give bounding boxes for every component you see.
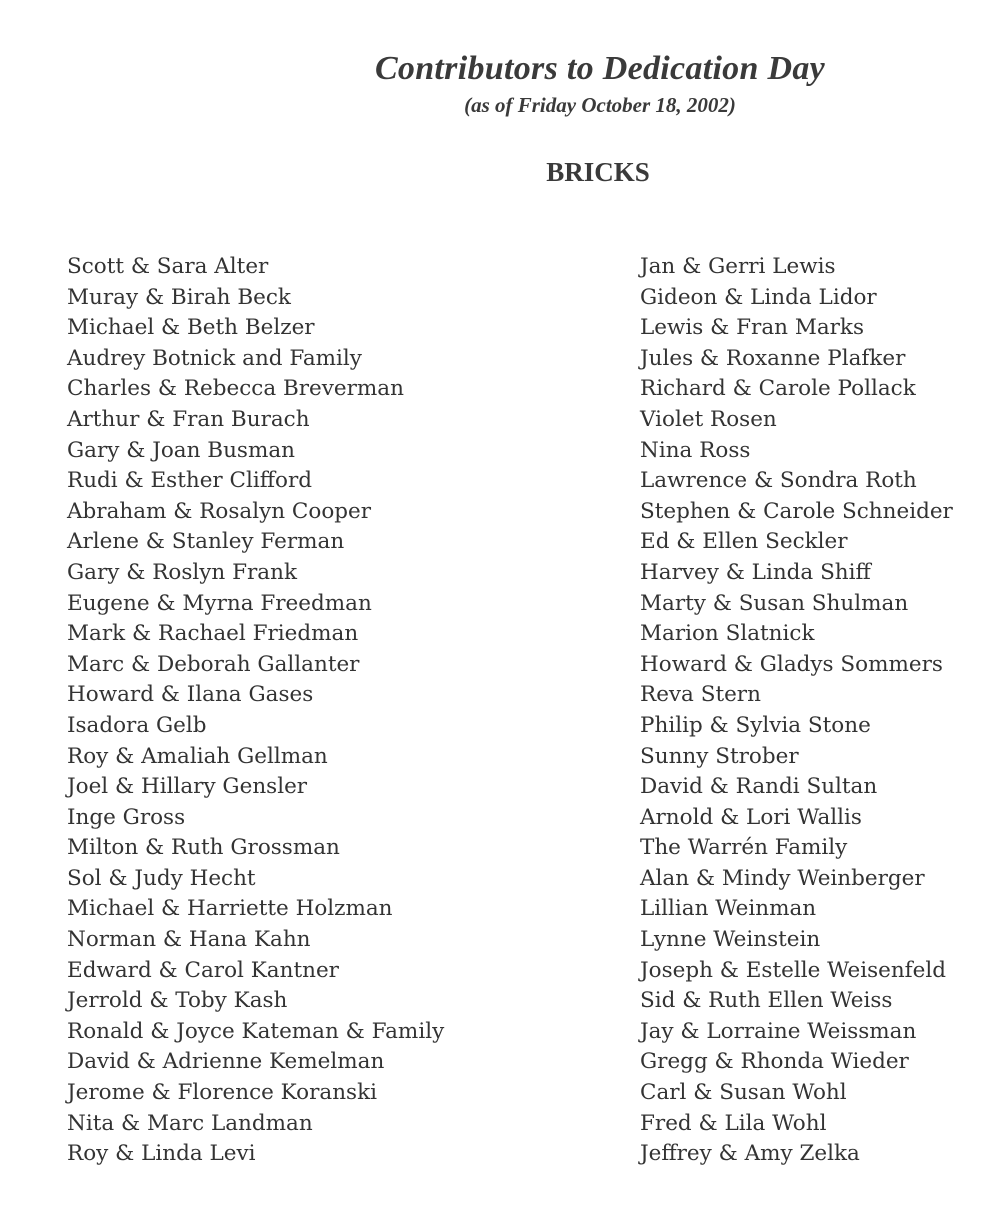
contributor-name: Reva Stern [640, 682, 761, 708]
contributor-name: Mark & Rachael Friedman [67, 621, 359, 647]
contributor-name: Howard & Ilana Gases [67, 682, 314, 708]
contributor-name: Audrey Botnick and Family [67, 345, 362, 371]
contributor-name: Richard & Carole Pollack [640, 376, 916, 402]
contributor-name: David & Adrienne Kemelman [67, 1049, 385, 1075]
contributor-name: Scott & Sara Alter [67, 254, 269, 279]
contributor-name: Philip & Sylvia Stone [640, 712, 871, 738]
contributor-name: Gregg & Rhonda Wieder [640, 1049, 909, 1075]
contributor-name: Norman & Hana Kahn [67, 927, 311, 953]
contributor-name: Joseph & Estelle Weisenfeld [640, 957, 947, 983]
contributor-name: Jerome & Florence Koranski [67, 1080, 377, 1106]
page-title: Contributors to Dedication Day [374, 50, 826, 87]
contributor-name: Jan & Gerri Lewis [640, 254, 836, 279]
contributor-name: The Warrén Family [640, 835, 848, 861]
contributor-name: Roy & Amaliah Gellman [67, 743, 328, 769]
contributor-name: Marion Slatnick [640, 621, 815, 647]
contributor-name: Muray & Birah Beck [67, 284, 291, 310]
contributor-name: Michael & Harriette Holzman [67, 896, 393, 922]
contributor-name: Carl & Susan Wohl [640, 1080, 847, 1106]
contributor-name: Isadora Gelb [67, 712, 207, 738]
contributor-list-right [640, 252, 995, 1170]
contributor-name: Violet Rosen [640, 406, 777, 432]
contributor-name: David & Randi Sultan [640, 774, 878, 800]
contributor-name: Rudi & Esther Clifford [67, 468, 312, 494]
contributor-name: Marty & Susan Shulman [640, 590, 909, 616]
contributor-name: Gary & Joan Busman [67, 437, 296, 463]
contributor-name: Sid & Ruth Ellen Weiss [640, 988, 893, 1014]
contributor-name: Sol & Judy Hecht [67, 865, 256, 891]
contributor-name: Ed & Ellen Seckler [640, 529, 848, 555]
contributor-name: Harvey & Linda Shiff [640, 559, 871, 585]
contributor-name: Edward & Carol Kantner [67, 957, 339, 983]
contributor-name: Inge Gross [67, 804, 186, 830]
contributor-name: Lillian Weinman [640, 896, 817, 922]
contributor-name: Marc & Deborah Gallanter [67, 651, 360, 677]
contributor-name: Lewis & Fran Marks [640, 315, 864, 341]
contributor-name: Milton & Ruth Grossman [67, 835, 340, 861]
contributor-name: Nita & Marc Landman [67, 1110, 313, 1136]
contributor-name: Charles & Rebecca Breverman [67, 376, 404, 402]
contributor-name: Abraham & Rosalyn Cooper [67, 498, 372, 524]
contributor-name: Gideon & Linda Lidor [640, 284, 877, 310]
contributor-list-left [67, 252, 587, 1170]
contributor-name: Arlene & Stanley Ferman [67, 529, 345, 555]
contributor-name: Arnold & Lori Wallis [640, 804, 862, 830]
contributor-name: Gary & Roslyn Frank [67, 559, 297, 585]
contributor-name: Nina Ross [640, 437, 751, 463]
contributor-name: Michael & Beth Belzer [67, 315, 315, 341]
contributor-name: Lynne Weinstein [640, 927, 821, 953]
contributor-name: Lawrence & Sondra Roth [640, 468, 917, 494]
contributor-name: Alan & Mindy Weinberger [640, 865, 925, 891]
page-subtitle: (as of Friday October 18, 2002) [464, 93, 736, 117]
contributor-name: Jerrold & Toby Kash [67, 988, 288, 1014]
contributor-name: Jules & Roxanne Plafker [640, 345, 906, 371]
contributor-name: Howard & Gladys Sommers [640, 651, 943, 677]
contributor-name: Stephen & Carole Schneider [640, 498, 953, 524]
contributor-name: Jeffrey & Amy Zelka [640, 1141, 860, 1167]
contributor-name: Arthur & Fran Burach [67, 406, 310, 432]
contributor-name: Jay & Lorraine Weissman [640, 1018, 917, 1044]
contributor-name: Joel & Hillary Gensler [67, 774, 308, 800]
contributor-name: Fred & Lila Wohl [640, 1110, 827, 1136]
section-heading-bricks: BRICKS [546, 157, 650, 187]
contributor-name: Ronald & Joyce Kateman & Family [67, 1018, 445, 1044]
contributor-name: Eugene & Myrna Freedman [67, 590, 372, 616]
contributor-name: Sunny Strober [640, 743, 799, 769]
contributor-name: Roy & Linda Levi [67, 1141, 256, 1167]
